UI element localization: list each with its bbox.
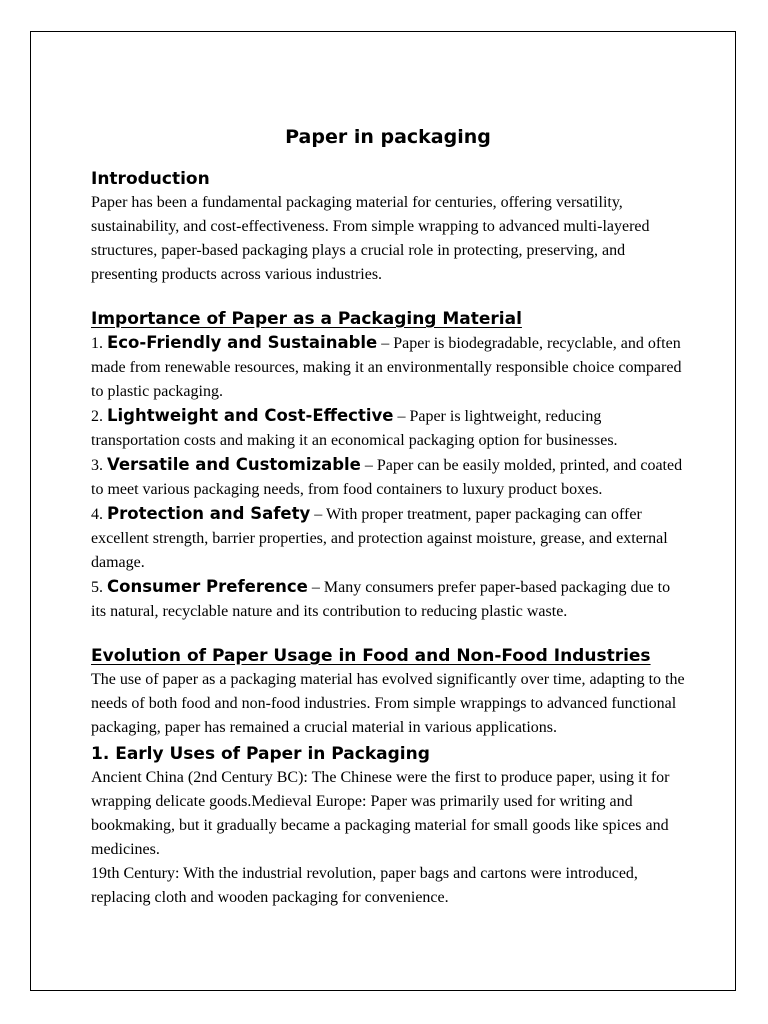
evolution-heading: Evolution of Paper Usage in Food and Non-Food Industries	[91, 646, 651, 666]
item-description: – With proper treatment, paper packaging can offer excellent strength, barrier properties, and protection against moisture, grease, and external damage.	[91, 506, 668, 571]
item-term: Protection and Safety	[107, 504, 311, 523]
document-content	[91, 122, 685, 910]
early-uses-paragraph-1: Ancient China (2nd Century BC): The Chinese were the first to produce paper, using it for wrapping delicate goods.Medieval Europe: Paper was primarily used for writing and bookmaking, but it gradually became a packaging material for small goods like spices and medicines.	[91, 769, 670, 858]
item-term: Versatile and Customizable	[107, 455, 361, 474]
evolution-paragraph: The use of paper as a packaging material has evolved significantly over time, adapting to the needs of both food and non-food industries. From simple wrappings to advanced functional packaging, paper has remained a crucial material in various applications.	[91, 671, 685, 736]
item-number: 2.	[91, 408, 107, 425]
item-description: – Paper can be easily molded, printed, and coated to meet various packaging needs, from food containers to luxury product boxes.	[91, 457, 683, 498]
introduction-heading: Introduction	[91, 169, 210, 189]
item-term: Lightweight and Cost-Effective	[107, 406, 394, 425]
document-page	[30, 31, 736, 991]
item-term: Consumer Preference	[107, 577, 308, 596]
item-description: – Paper is lightweight, reducing transportation costs and making it an economical packaging option for businesses.	[91, 408, 618, 449]
document-title: Paper in packaging	[285, 126, 491, 148]
item-number: 1.	[91, 335, 107, 352]
importance-item-1	[91, 331, 685, 404]
item-number: 5.	[91, 579, 107, 596]
importance-heading: Importance of Paper as a Packaging Material	[91, 309, 522, 329]
early-uses-heading: 1. Early Uses of Paper in Packaging	[91, 744, 430, 764]
item-description: – Many consumers prefer paper-based packaging due to its natural, recyclable nature and its contribution to reducing plastic waste.	[91, 579, 671, 620]
importance-item-3	[91, 453, 685, 502]
item-description: – Paper is biodegradable, recyclable, and often made from renewable resources, making it an environmentally responsible choice compared to plastic packaging.	[91, 335, 682, 400]
importance-item-4	[91, 502, 685, 575]
item-term: Eco-Friendly and Sustainable	[107, 333, 378, 352]
introduction-paragraph: Paper has been a fundamental packaging material for centuries, offering versatility, sustainability, and cost-effectiveness. From simple wrapping to advanced multi-layered structures, paper-based packaging plays a crucial role in protecting, preserving, and presenting products across various industries.	[91, 194, 650, 283]
item-number: 3.	[91, 457, 107, 474]
importance-item-5	[91, 575, 685, 624]
item-number: 4.	[91, 506, 107, 523]
importance-item-2	[91, 404, 685, 453]
early-uses-paragraph-2: 19th Century: With the industrial revolution, paper bags and cartons were introduced, replacing cloth and wooden packaging for convenience.	[91, 865, 638, 906]
